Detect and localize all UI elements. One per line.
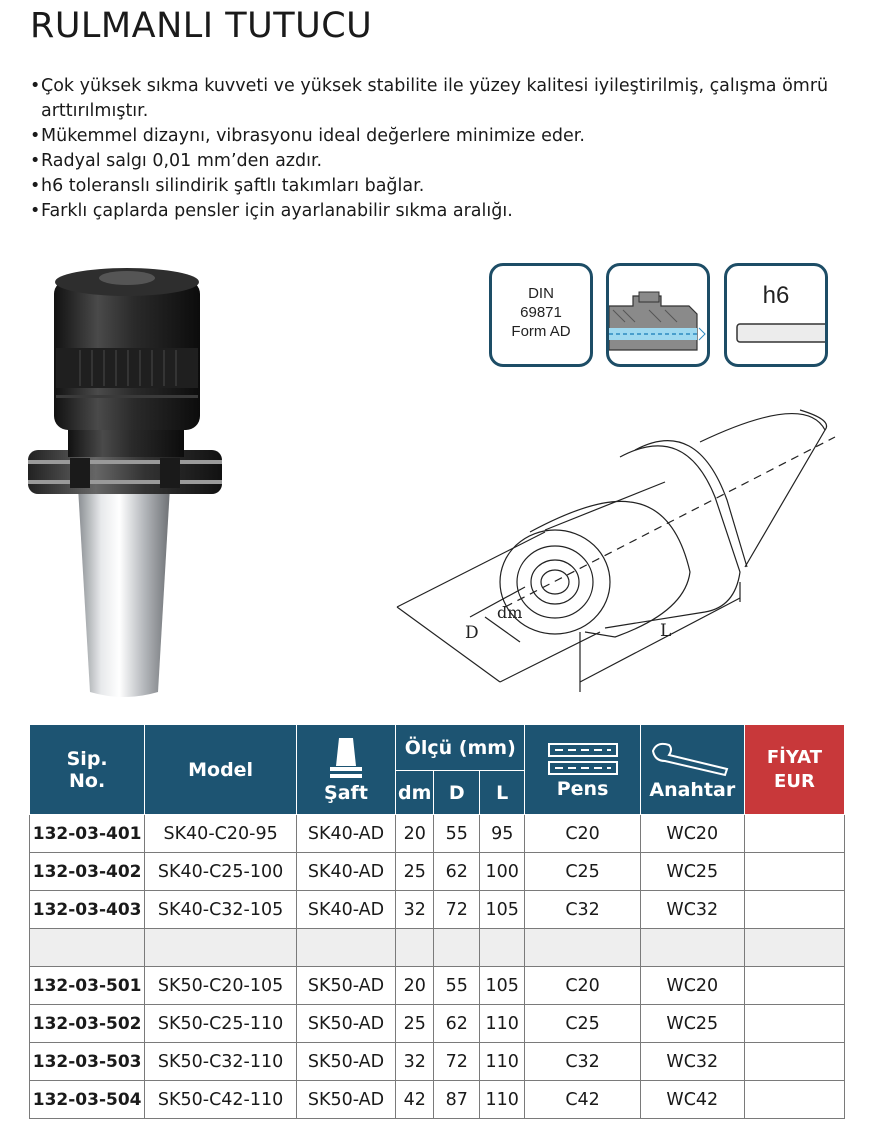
model-cell: SK40-C20-95 — [145, 815, 297, 853]
olcu-header: Ölçü (mm) — [396, 725, 525, 771]
D-cell: 55 — [434, 967, 480, 1005]
shaft-cell: SK40-AD — [296, 853, 395, 891]
L-cell: 100 — [479, 853, 525, 891]
feature-item: • Mükemmel dizaynı, vibrasyonu ideal değerlere minimize eder. — [30, 124, 860, 149]
model-cell: SK50-C25-110 — [145, 1005, 297, 1043]
feature-item: • Çok yüksek sıkma kuvveti ve yüksek stabilite ile yüzey kalitesi iyileştirilmiş, çalışma ömrü arttırılmıştır. — [30, 74, 860, 124]
pens-header: Pens — [525, 725, 640, 815]
table-row — [30, 853, 845, 891]
h6-label: h6 — [762, 282, 790, 309]
L-cell — [479, 929, 525, 967]
shaft-cell: SK40-AD — [296, 891, 395, 929]
fiyat-cell — [744, 1043, 844, 1081]
dm-cell: 32 — [396, 891, 434, 929]
L-cell: 95 — [479, 815, 525, 853]
anahtar-header: Anahtar — [640, 725, 744, 815]
shaft-cell: SK40-AD — [296, 815, 395, 853]
anahtar-cell: WC25 — [640, 1005, 744, 1043]
din-number: 69871 — [520, 304, 562, 321]
anahtar-cell: WC32 — [640, 1043, 744, 1081]
table-body — [30, 815, 845, 1119]
anahtar-cell: WC20 — [640, 967, 744, 1005]
sip-no-cell: 132-03-502 — [30, 1005, 145, 1043]
sip-no-header: Sip. No. — [30, 725, 145, 815]
fiyat-cell — [744, 967, 844, 1005]
feature-item: • Farklı çaplarda pensler için ayarlanabilir sıkma aralığı. — [30, 199, 860, 224]
din-form: Form AD — [511, 323, 571, 340]
table-row — [30, 1043, 845, 1081]
shaft-cell: SK50-AD — [296, 1005, 395, 1043]
collet-icon — [543, 740, 623, 778]
shaft-cell: SK50-AD — [296, 967, 395, 1005]
fiyat-cell — [744, 891, 844, 929]
dimension-dm-label: dm — [497, 603, 523, 622]
technical-drawing — [385, 402, 855, 702]
sip-no-cell — [30, 929, 145, 967]
pens-cell: C25 — [525, 853, 640, 891]
fiyat-cell — [744, 1005, 844, 1043]
dm-cell — [396, 929, 434, 967]
anahtar-cell: WC42 — [640, 1081, 744, 1119]
dimension-L-label: L — [660, 621, 672, 641]
fiyat-cell — [744, 815, 844, 853]
dm-cell: 25 — [396, 853, 434, 891]
fiyat-header: FİYAT EUR — [744, 725, 844, 815]
model-cell: SK40-C32-105 — [145, 891, 297, 929]
dm-cell: 32 — [396, 1043, 434, 1081]
anahtar-cell: WC32 — [640, 891, 744, 929]
shaft-cell: SK50-AD — [296, 1081, 395, 1119]
page-title: RULMANLI TUTUCU — [30, 6, 373, 46]
sip-no-cell: 132-03-403 — [30, 891, 145, 929]
shaft-cell — [296, 929, 395, 967]
D-cell: 87 — [434, 1081, 480, 1119]
pens-cell — [525, 929, 640, 967]
anahtar-cell: WC20 — [640, 815, 744, 853]
L-header: L — [479, 771, 525, 815]
model-cell — [145, 929, 297, 967]
sip-no-cell: 132-03-401 — [30, 815, 145, 853]
shaft-header: Şaft — [296, 725, 395, 815]
h6-tolerance-icon — [724, 263, 828, 367]
dm-cell: 42 — [396, 1081, 434, 1119]
sip-no-cell: 132-03-501 — [30, 967, 145, 1005]
pens-cell: C32 — [525, 1043, 640, 1081]
anahtar-cell: WC25 — [640, 853, 744, 891]
shaft-icon — [326, 736, 366, 782]
pens-cell: C20 — [525, 967, 640, 1005]
L-cell: 110 — [479, 1005, 525, 1043]
table-row — [30, 891, 845, 929]
fiyat-cell — [744, 853, 844, 891]
dm-cell: 25 — [396, 1005, 434, 1043]
table-row-spacer — [30, 929, 845, 967]
dm-header: dm — [396, 771, 434, 815]
wrench-icon — [647, 739, 737, 779]
pens-cell: C20 — [525, 815, 640, 853]
anahtar-cell — [640, 929, 744, 967]
pens-cell: C25 — [525, 1005, 640, 1043]
dimension-D-label: D — [465, 623, 479, 643]
product-table — [29, 724, 845, 1119]
dm-cell: 20 — [396, 815, 434, 853]
D-cell — [434, 929, 480, 967]
pens-cell: C42 — [525, 1081, 640, 1119]
din-label: DIN — [528, 285, 554, 302]
D-cell: 62 — [434, 853, 480, 891]
L-cell: 105 — [479, 891, 525, 929]
feature-item: • Radyal salgı 0,01 mm’den azdır. — [30, 149, 860, 174]
coolant-form-ad-icon — [606, 263, 710, 367]
fiyat-cell — [744, 929, 844, 967]
D-cell: 55 — [434, 815, 480, 853]
table-row — [30, 815, 845, 853]
dm-cell: 20 — [396, 967, 434, 1005]
din-standard-icon — [489, 263, 593, 367]
model-cell: SK40-C25-100 — [145, 853, 297, 891]
table-row — [30, 1081, 845, 1119]
model-cell: SK50-C20-105 — [145, 967, 297, 1005]
D-cell: 62 — [434, 1005, 480, 1043]
sip-no-cell: 132-03-503 — [30, 1043, 145, 1081]
L-cell: 105 — [479, 967, 525, 1005]
feature-item: • h6 toleranslı silindirik şaftlı takımları bağlar. — [30, 174, 860, 199]
D-cell: 72 — [434, 891, 480, 929]
sip-no-cell: 132-03-504 — [30, 1081, 145, 1119]
pens-cell: C32 — [525, 891, 640, 929]
L-cell: 110 — [479, 1081, 525, 1119]
L-cell: 110 — [479, 1043, 525, 1081]
sip-no-cell: 132-03-402 — [30, 853, 145, 891]
table-row — [30, 967, 845, 1005]
model-cell: SK50-C42-110 — [145, 1081, 297, 1119]
model-cell: SK50-C32-110 — [145, 1043, 297, 1081]
feature-list — [30, 74, 860, 224]
D-header: D — [434, 771, 480, 815]
product-photo — [20, 262, 230, 707]
fiyat-cell — [744, 1081, 844, 1119]
shaft-cell: SK50-AD — [296, 1043, 395, 1081]
D-cell: 72 — [434, 1043, 480, 1081]
table-row — [30, 1005, 845, 1043]
model-header: Model — [145, 725, 297, 815]
